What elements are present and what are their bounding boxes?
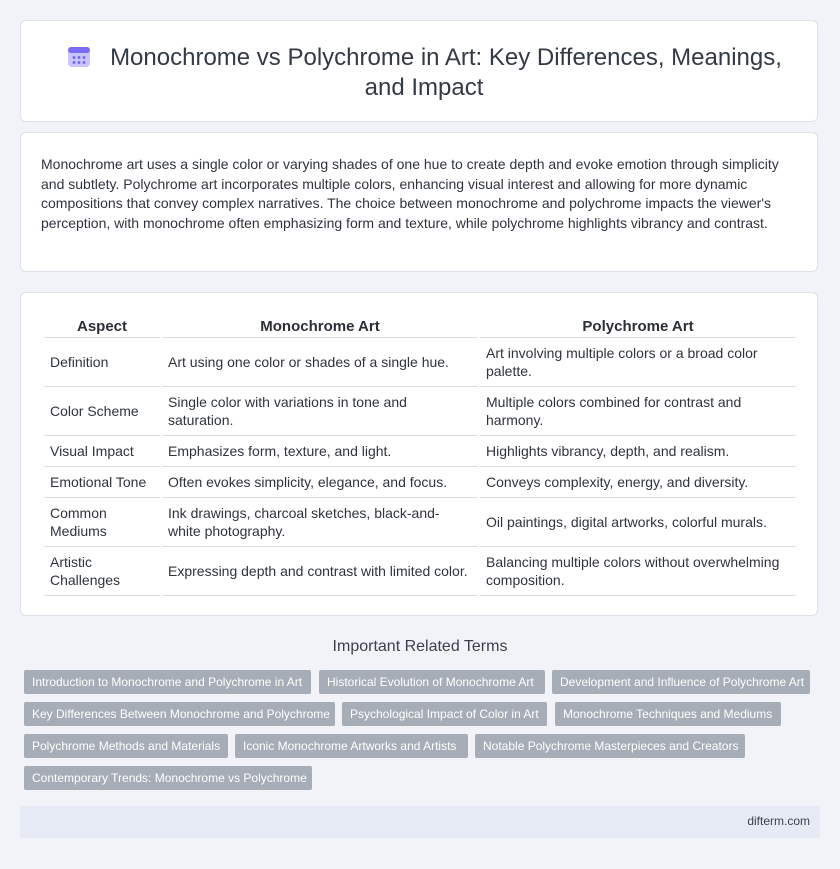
table-row: [44, 436, 796, 467]
table-header-row: [44, 311, 796, 338]
polychrome-cell: Multiple colors combined for contrast and harmony.: [480, 387, 796, 436]
polychrome-cell: Art involving multiple colors or a broad color palette.: [480, 338, 796, 387]
related-term-tag[interactable]: Key Differences Between Monochrome and Polychrome: [24, 702, 335, 726]
aspect-cell: Color Scheme: [44, 387, 160, 436]
header-card: [20, 20, 818, 122]
table-row: [44, 547, 796, 596]
polychrome-cell: Balancing multiple colors without overwhelming composition.: [480, 547, 796, 596]
related-term-tag[interactable]: Introduction to Monochrome and Polychrome in Art: [24, 670, 311, 694]
footer-bar: [20, 806, 820, 838]
page-title-wrap: [61, 43, 787, 103]
related-term-tag[interactable]: Historical Evolution of Monochrome Art: [319, 670, 545, 694]
column-header: Aspect: [44, 311, 160, 338]
aspect-cell: Artistic Challenges: [44, 547, 160, 596]
table-row: [44, 387, 796, 436]
aspect-cell: Emotional Tone: [44, 467, 160, 498]
page-title: Monochrome vs Polychrome in Art: Key Differences, Meanings, and Impact: [110, 44, 782, 101]
monochrome-cell: Often evokes simplicity, elegance, and focus.: [162, 467, 478, 498]
column-header: Monochrome Art: [162, 311, 478, 338]
monochrome-cell: Emphasizes form, texture, and light.: [162, 436, 478, 467]
polychrome-cell: Conveys complexity, energy, and diversity.: [480, 467, 796, 498]
table-row: [44, 467, 796, 498]
polychrome-cell: Highlights vibrancy, depth, and realism.: [480, 436, 796, 467]
aspect-cell: Common Mediums: [44, 498, 160, 547]
polychrome-cell: Oil paintings, digital artworks, colorful murals.: [480, 498, 796, 547]
related-term-tag[interactable]: Monochrome Techniques and Mediums: [555, 702, 781, 726]
related-term-tag[interactable]: Psychological Impact of Color in Art: [342, 702, 547, 726]
table-row: [44, 498, 796, 547]
related-term-tag[interactable]: Iconic Monochrome Artworks and Artists: [235, 734, 468, 758]
comparison-table: [42, 311, 798, 596]
monochrome-cell: Art using one color or shades of a single hue.: [162, 338, 478, 387]
related-term-tag[interactable]: Contemporary Trends: Monochrome vs Polychrome: [24, 766, 312, 790]
monochrome-cell: Expressing depth and contrast with limited color.: [162, 547, 478, 596]
aspect-cell: Visual Impact: [44, 436, 160, 467]
related-term-tag[interactable]: Development and Influence of Polychrome Art: [552, 670, 810, 694]
related-term-tag[interactable]: Notable Polychrome Masterpieces and Creators: [475, 734, 745, 758]
related-terms-title: Important Related Terms: [332, 638, 508, 655]
intro-text: Monochrome art uses a single color or varying shades of one hue to create depth and evoke emotion through simplicity and subtlety. Polychrome art incorporates multiple colors, enhancing visual interest and allowing for more dynamic compositions that convey complex narratives. The choice between monochrome and polychrome impacts the viewer's perception, with monochrome often emphasizing form and texture, while polychrome highlights vibrancy and contrast.: [41, 156, 779, 231]
intro-card: [20, 132, 818, 272]
aspect-cell: Definition: [44, 338, 160, 387]
comparison-table-card: [20, 292, 818, 616]
monochrome-cell: Ink drawings, charcoal sketches, black-and-white photography.: [162, 498, 478, 547]
monochrome-cell: Single color with variations in tone and saturation.: [162, 387, 478, 436]
calendar-grid-icon: [66, 43, 92, 69]
table-row: [44, 338, 796, 387]
column-header: Polychrome Art: [480, 311, 796, 338]
related-term-tag[interactable]: Polychrome Methods and Materials: [24, 734, 228, 758]
footer-site-link[interactable]: difterm.com: [747, 814, 810, 828]
